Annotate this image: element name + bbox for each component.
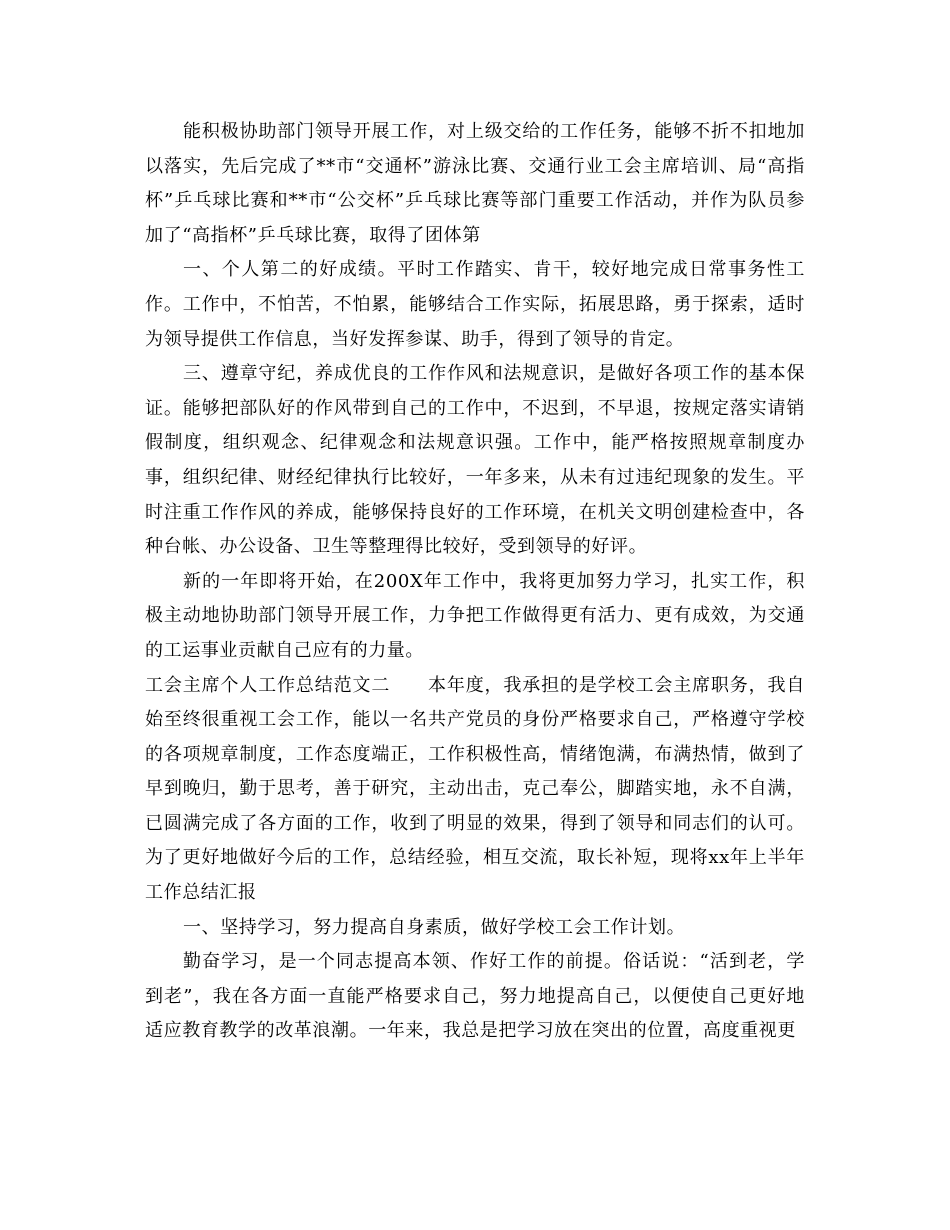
paragraph-discipline: 三、遵章守纪，养成优良的工作作风和法规意识，是做好各项工作的基本保证。能够把部队好的作风带到自己的工作中，不迟到，不早退，按规定落实请销假制度，组织观念、纪律观念和法规意识强。工作中，能严格按照规章制度办事，组织纪律、财经纪律执行比较好，一年多来，从未有过违纪现象的发生。平时注重工作作风的养成，能够保持良好的工作环境，在机关文明创建检查中，各种台帐、办公设备、卫生等整理得比较好，受到领导的好评。 xyxy=(145,363,805,558)
paragraph-personal-achievement: 一、个人第二的好成绩。平时工作踏实、肯干，较好地完成日常事务性工作。工作中，不怕苦，不怕累，能够结合工作实际，拓展思路，勇于探索，适时为领导提供工作信息，当好发挥参谋、助手，得到了领导的肯定。 xyxy=(145,259,805,350)
section-intro-text: 本年度，我承担的是学校工会主席职务，我自始至终很重视工会工作，能以一名共产党员的身份严格要求自己，严格遵守学校的各项规章制度，工作态度端正，工作积极性高，情绪饱满，布满热情，做到了早到晚归，勤于思考，善于研究，主动出击，克己奉公，脚踏实地，永不自满，已圆满完成了各方面的工作，收到了明显的效果，得到了领导和同志们的认可。为了更好地做好今后的工作，总结经验，相互交流，取长补短，现将xx年上半年工作总结汇报 xyxy=(145,674,805,904)
paragraph-new-year-plan: 新的一年即将开始，在200X年工作中，我将更加努力学习，扎实工作，积极主动地协助部门领导开展工作，力争把工作做得更有活力、更有成效，为交通的工运事业贡献自己应有的力量。 xyxy=(145,570,805,661)
document-body xyxy=(145,115,805,1049)
paragraph-work-activities: 能积极协助部门领导开展工作，对上级交给的工作任务，能够不折不扣地加以落实，先后完成了**市“交通杯”游泳比赛、交通行业工会主席培训、局“高指杯”乒乓球比赛和**市“公交杯”乒乓球比赛等部门重要工作活动，并作为队员参加了“高指杯”乒乓球比赛，取得了团体第 xyxy=(145,121,805,246)
paragraph-summary-two xyxy=(145,669,805,911)
paragraph-study-detail: 勤奋学习，是一个同志提高本领、作好工作的前提。俗话说：“活到老，学到老”，我在各方面一直能严格要求自己，努力地提高自己，以便使自己更好地适应教育教学的改革浪潮。一年来，我总是把学习放在突出的位置，高度重视更 xyxy=(145,951,805,1042)
heading-gap xyxy=(390,675,428,696)
section-heading: 工会主席个人工作总结范文二 xyxy=(145,674,391,696)
paragraph-study-heading: 一、坚持学习，努力提高自身素质，做好学校工会工作计划。 xyxy=(183,916,686,938)
